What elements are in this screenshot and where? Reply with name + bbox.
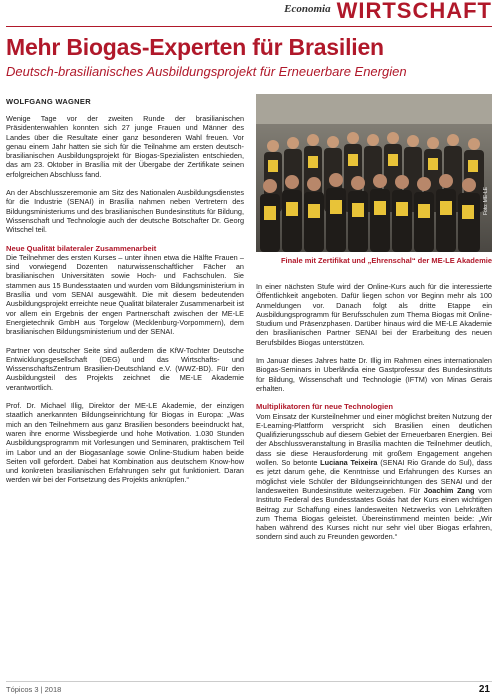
- paragraph: Im Januar dieses Jahres hatte Dr. Illig im Rahmen eines internationalen Biogas-Seminars in Uberlândia eine Gastprofessur des Bundesinstituts für Bildung, Wissenschaft und Technologie (IFTM) von Minas Gerais erhalten.: [256, 356, 492, 393]
- paragraph: Wenige Tage vor der zweiten Runde der brasilianischen Präsidentenwahlen konnten sich 27 junge Frauen und Männer des Landes über die Resultate einer ganz besonderen Wahl freuen. Vor genau einem Jahr hatten sie sich für die Teilnahme am ersten deutsch-brasilianischen Ausbildungsprojekt für Biogas-Spezialisten entschieden, das am 23. Oktober in Brasília mit der Übergabe der Zertifikate seinen erfolgreichen Abschluss fand.: [6, 114, 244, 179]
- right-column: [256, 282, 492, 551]
- paragraph: Die Teilnehmer des ersten Kurses – unter ihnen etwa die Hälfte Frauen – sind vorwiegend Dozenten naturwissenschaftlicher Fächer an brasilianischen Universitäten sowie Hoch- und Fachschulen. Sie stammen aus 15 Bundesstaaten und wurden vom Bildungsministerium in Brasília und vom SENAI ausgewählt. Die mit diesem bedeutenden Ausbildungsprojekt erreichte neue Qualität bilateraler Zusammenarbeit ist vor allem ein Ergebnis der engen Partnerschaft zwischen der ME-LE Energietechnik GmbH aus Torgelow (Mecklenburg-Vorpommern), dem brasilianischen Bildungsministerium und der SENAI.: [6, 252, 244, 337]
- footer-publication: Tópicos 3 | 2018: [6, 685, 62, 694]
- group-photo: [256, 94, 492, 252]
- section-heading: Neue Qualität bilateraler Zusammenarbeit: [6, 243, 157, 253]
- article-title: Mehr Biogas-Experten für Brasilien: [6, 34, 384, 60]
- photo-caption: Finale mit Zertifikat und „Ehrenschal“ der ME-LE Akademie: [280, 256, 492, 265]
- person-name: Joachim Zang: [423, 485, 475, 495]
- header-rule: [6, 26, 492, 27]
- paragraph: An der Abschlusszeremonie am Sitz des Nationalen Ausbildungsdienstes für die Industrie (SENAI) in Brasília nahmen neben Vertretern des Bildungsministeriums und des brasilianischen Bundesinstituts für Bildung, Wissenschaft und Technologie auch der deutsche Botschafter Dr. Georg Witschel teil.: [6, 188, 244, 235]
- left-column: [6, 114, 244, 494]
- text-run: (SENAI Rio Grande do Sul), dass es jetzt darum gehe, die Kenntnisse und Erfahrungen des Kurses an möglichst viele Schüler der Bildungseinrichtungen des SENAI und der landesweiten Bundesinstitute weiterzugeben. Für: [256, 458, 492, 495]
- paragraph: [256, 412, 492, 542]
- footer-rule: [6, 681, 492, 682]
- text-run: Vom Einsatz der Kursteilnehmer und einer möglichst breiten Nutzung der E-Learning-Plattform verspricht sich Brasilien einen deutlichen Qualifizierungsschub auf diesem Gebiet der Erneuerbaren Energien. Bei der Abschlussveranstaltung in Brasília machten die Teilnehmer deutlich, dass sie diese Herausforderung mit großem Engagement angehen wollen. So betonte: [256, 411, 492, 468]
- article-author: WOLFGANG WAGNER: [6, 97, 91, 106]
- person-name: Luciana Teixeira: [320, 458, 378, 468]
- group-photo-illustration: [256, 94, 492, 252]
- section-label-german: WIRTSCHAFT: [336, 0, 492, 23]
- article-subtitle: Deutsch-brasilianisches Ausbildungsprojekt für Erneuerbare Energien: [6, 64, 407, 79]
- page-number: 21: [478, 684, 490, 695]
- section-heading: Multiplikatoren für neue Technologien: [256, 402, 393, 412]
- text-run: vom Instituto Federal des Bundesstaates Goiás hat der Kurs einen wichtigen Beitrag zur Schaffung eines landesweiten Netzwerks von Lehrkräften zum Thema Biogas geleistet. Übereinstimmend meinten beide: „Wir haben während des Kurses nicht nur sehr viel über Biogas erfahren, sondern sind auch zu Freunden geworden.“: [256, 485, 493, 542]
- paragraph: Prof. Dr. Michael Illig, Direktor der ME-LE Akademie, der einzigen staatlich anerkannten Bildungseinrichtung für Biogas in Europa: „Was mich an den Teilnehmern aus ganz Brasilien besonders beeindruckt hat, waren ihre enorme Wissbegierde und hohe Motivation. 1.030 Stunden Ausbildungsprogramm mit Vorlesungen und Seminaren, praktischem Teil im Labor und an der Biogasanlage sowie Online-Studium haben beide Seiten voll gefordert. Dabei hat Kombination aus deutschem Know-how und konkreten brasilianischen Erfahrungen sehr gut funktioniert. Daran werden wir bei der Fortsetzung des Projekts anknüpfen.“: [6, 401, 244, 485]
- section-label-portuguese: Economia: [284, 3, 331, 15]
- photo-credit: Foto: ME-LE: [483, 186, 489, 215]
- paragraph: In einer nächsten Stufe wird der Online-Kurs auch für die interessierte Öffentlichkeit angeboten. Dafür liegen schon vor Beginn mehr als 100 Anmeldungen vor. Danach folgt als dritte Etappe ein Ausbildungsprogramm für Berufsschulen zum Thema Biogas mit Online-Studium und Präsenzphasen. Darüber hinaus wird die ME-LE Akademie den brasilianischen Partner SENAI bei der Erarbeitung des neuen Berufsbildes Biogas unterstützen.: [256, 282, 492, 347]
- section-header: [0, 0, 500, 26]
- paragraph: Partner von deutscher Seite sind außerdem die KfW-Tochter Deutsche Entwicklungsgesellschaft (DEG) und das Wirtschafts- und WissenschaftsZentrum Brasilien-Deutschland e.V. (WWZ-BD). Für den Ausbildungsteil des Projekts zeichnet die ME-LE Akademie verantwortlich.: [6, 345, 244, 392]
